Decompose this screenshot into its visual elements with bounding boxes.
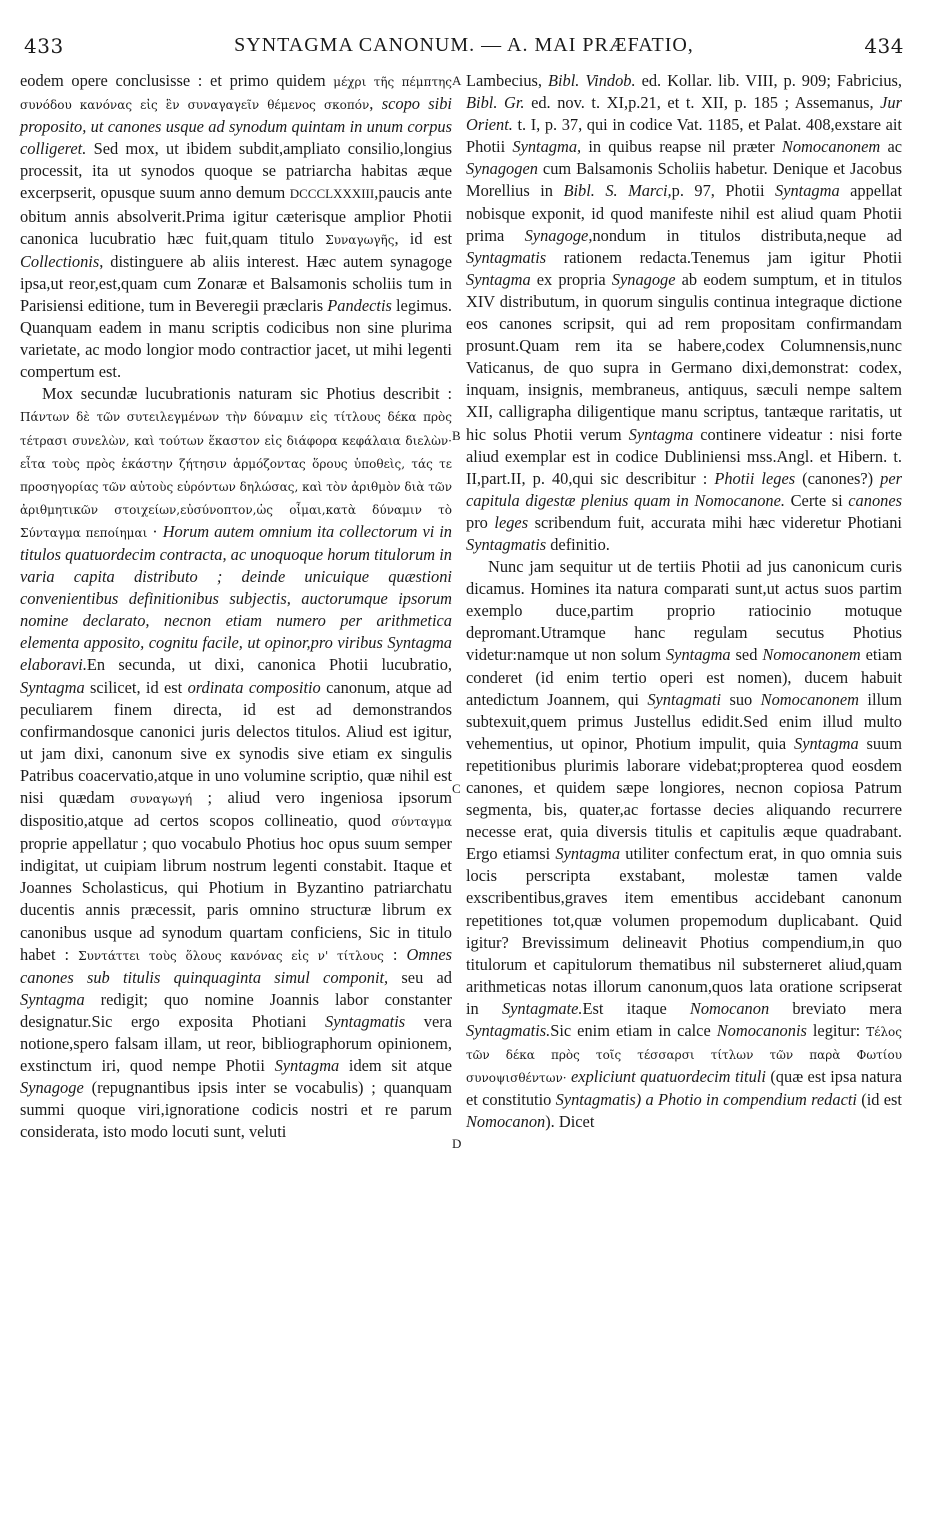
left-column <box>20 70 452 1144</box>
running-title: SYNTAGMA CANONUM. — A. MAI PRÆFATIO, <box>234 34 694 56</box>
left-paragraph-1: eodem opere conclusisse : et primo quidem μέχρι τῆς πέμπτης συνόδου κανόνας εἰς ἓν συναγαγεῖν θέμενος σκοπόν, scopo sibi proposito, ut canones usque ad synodum quintam in unum corpus colligeret. Sed mox, ut ibidem subdit,ampliato consilio,longius processit, ita ut synodos quoque se patriarcha habitas æque excerpserit, opusque suum anno demum DCCCLXXXIII,paucis ante obitum annis absolverit.Prima igitur cæterisque amplior Photii canonica lucubratio hæc fuit,quam titulo Συναγωγῆς, id est Collectionis, distinguere ab aliis interest. Hæc autem synagoge ipsa,ut reor,est,quam cum Zonaræ et Balsamonis scholiis tum in Parisiensi editione, tum in Beveregii præclaris Pandectis legimus. Quanquam eadem in manu scriptis codicibus non sine plurima varietate, ac modo longior modo contractior jacet, ut mihi legenti compertum est. <box>20 71 453 382</box>
right-paragraph-1: Lambecius, Bibl. Vindob. ed. Kollar. lib. VIII, p. 909; Fabricius, Bibl. Gr. ed. nov. t. XI,p.21, et t. XII, p. 185 ; Assemanus, Jur Orient. t. I, p. 37, qui in codice Vat. 1185, et Palat. 408,exstare ait Photii Syntagma, in quibus reapse nil præter Nomocanonem ac Synagogen cum Balsamonis Scholiis habetur. Denique et Jacobus Morellius in Bibl. S. Marci,p. 97, Photii Syntagma appellat nobisque exponit, id quod manifeste nihil est aliud quam Photii prima Synagoge,nondum in titulos distributa,neque ad Syntagmatis rationem redacta.Tenemus jam igitur Photii Syntagma ex propria Synagoge ab eodem sumptum, et in titulos XIV distributum, in quorum singulis continua integraque dictione eos canones scripsit, qui ad rem propositam confirmandam prosunt.Quam rem ita se habere,codex Columnensis,nunc Vaticanus, de quo supra in Germano dixi,demonstrat: codex, inquam, insignis, membraneus, antiquus, sæculi nempe saltem XII, calligrapha diligentique manu scriptus, tantæque raritatis, ut hic solus Photii verum Syntagma continere videatur : nisi forte aliud exemplar est in codice Dubliniensi mss.Angl. et Hibern. t. II,part.II, p. 40,qui sic describitur : Photii leges (canones?) per capitula digestæ plenius quam in Nomocanone. Certe si canones pro leges scribendum fuit, accurata mihi hæc videretur Photiani Syntagmatis definitio. <box>466 71 903 554</box>
margin-marker-d: D <box>452 1136 462 1151</box>
right-column <box>466 70 902 1134</box>
right-paragraph-2: Nunc jam sequitur ut de tertiis Photii ad jus canonicum curis dicamus. Homines ita natura comparati sunt,ut actus suos partim exemplo duce,partim proprio ratiocinio motuque depromant.Utramque hanc regulam secutus Photius videtur:namque ut non solum Syntagma sed Nomocanonem etiam conderet (id enim tertio operi est nomen), ducem habuit antedictum Joannem, qui Syntagmati suo Nomocanonem illum subtexuit,quem primus Justellus edidit.Sed enim illud multo vehementius, ut opinor, Photium impulit, quia Syntagma suum repetitionibus plurimis laborare videbat;propterea quod eosdem canones, et quidem sæpe longiores, necnon copiosa Patrum segmenta, bis, quater,ac fortasse decies aliquando recurrere necesse erat, quia diversis titulis et capitulis æque quadrabant. Ergo etiamsi Syntagma utiliter confectum erat, in quo omnia suis locis perscripta exstabant, molestæ tamen valde exscribentibus,graves item ementibus accidebant canonum repetitiones tot,quæ volumen propemodum duplicabant. Quid igitur? Brevissimum delineavit Photius compendium,in quo titulorum et capitulorum thematibus nil substerneret aliud,quam arithmeticas notas illorum canonum,quos lata oratione scripserat in Syntagmate.Est itaque Nomocanon breviato mera Syntagmatis.Sic enim etiam in calce Nomocanonis legitur: Τέλος τῶν δέκα πρὸς τοῖς τέσσαρσι τίτλων τῶν παρὰ Φωτίου συνοψισθέντων· expliciunt quatuordecim tituli (quæ est ipsa natura et constitutio Syntagmatis) a Photio in compendium redacti (id est Nomocanon). Dicet <box>466 557 902 1132</box>
margin-marker-a: A <box>452 73 462 88</box>
page-header <box>24 34 904 58</box>
margin-marker-c: C <box>452 781 461 796</box>
page-number-right: 434 <box>864 34 904 58</box>
left-paragraph-2: Mox secundæ lucubrationis naturam sic Photius describit : Πάντων δὲ τῶν συτειλεγμένων τὴν δύναμιν εἰς τίτλους δέκα πρὸς τέτρασι συνελὼν, καὶ τούτων ἕκαστον εἰς διάφορα κεφάλαια διελὼν· εἶτα τοὺς πρὸς ἑκάστην ζήτησιν ἁρμόζοντας ὅρους ὑποθεὶς, τάς τε προσηγορίας τῶν αὐτοὺς εὑρόντων δηλώσας, καὶ τὸν ἀριθμὸν διὰ τῶν ἀριθμητικῶν στοιχείων,εὐσύνοπτον,ὡς οἶμαι,κατὰ δύναμιν τὸ Σύνταγμα πεποίημαι · Horum autem omnium ita collectorum vi in titulos quatuordecim contracta, ac unoquoque horum titulorum in varia capita distributo ; deinde unicuique quæstioni convenientibus definitionibus subjectis, auctorumque ipsorum nomine declarato, necnon etiam numero per arithmetica elementa apposito, cognitu facile, ut opinor,pro viribus Syntagma elaboravi.En secunda, ut dixi, canonica Photii lucubratio, Syntagma scilicet, id est ordinata compositio canonum, atque ad peculiarem finem directa, id est ad demonstrandos confirmandosque canonici juris delectos titulos. Aliud est igitur, ut jam dixi, canonum sive ex synodis sive etiam ex singulis Patribus coacervatio,atque in uno volumine scriptio, quæ nihil est nisi quædam συναγωγή ; aliud vero ingeniosa ipsorum dispositio,atque ad certos scopos collineatio, quod σύνταγμα proprie appellatur ; quo vocabulo Photius hoc opus suum semper indigitat, ut cuipiam librum nostrum legenti constabit. Itaque et Joannes Scholasticus, qui Photium in Byzantino patriarchatu ducentis annis præcessit, paris omnino structuræ librum ex canonibus usque ad synodum quartam conficiens, Sic in titulo habet : Συντάττει τοὺς ὅλους κανόνας εἰς ν' τίτλους : Omnes canones sub titulis quinquaginta simul componit, seu ad Syntagma redigit; quo nomine Joannis labor constanter designatur.Sic ergo exposita Photiani Syntagmatis vera notione,spero falsam illam, ut reor, bibliographorum opinionem, exstinctum iri, quod nempe Photii Syntagma idem sit atque Synagoge (repugnantibus ipsis inter se vocabulis) ; quanquam summi quoque viri,ignoratione codicis nostri et re parum considerata, isto modo locuti sunt, veluti <box>20 384 453 1142</box>
margin-marker-b: B <box>452 428 461 443</box>
page-number-left: 433 <box>24 34 64 58</box>
